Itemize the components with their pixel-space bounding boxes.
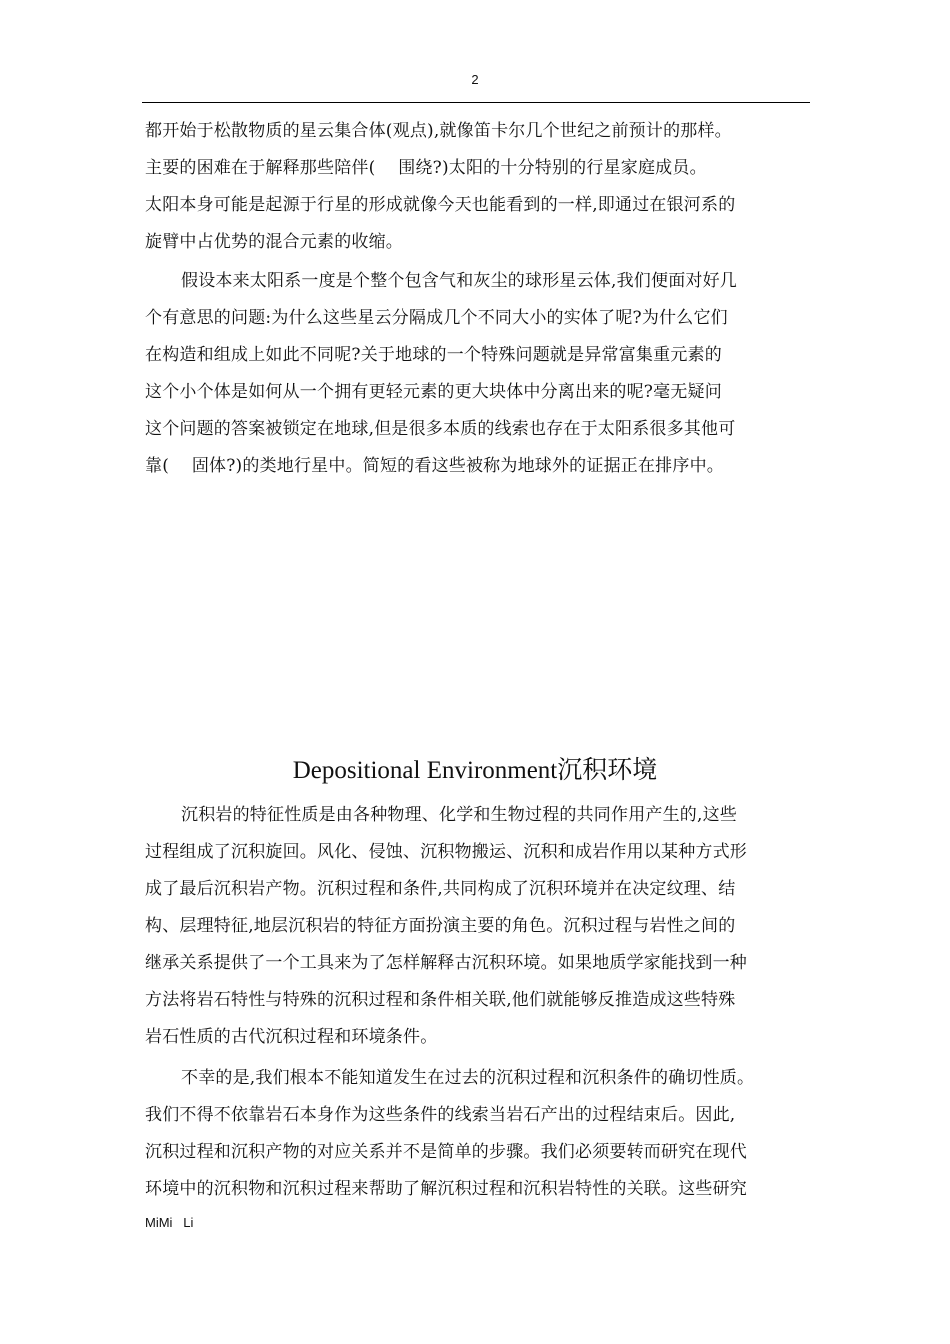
text-line: 不幸的是,我们根本不能知道发生在过去的沉积过程和沉积条件的确切性质。 — [181, 1068, 755, 1088]
paragraph-1 — [145, 113, 835, 261]
text-line: 太阳本身可能是起源于行星的形成就像今天也能看到的一样,即通过在银河系的 — [145, 195, 736, 215]
text-line: 都开始于松散物质的星云集合体(观点),就像笛卡尔几个世纪之前预计的那样。 — [145, 121, 732, 141]
text-line: 岩石性质的古代沉积过程和环境条件。 — [145, 1027, 438, 1047]
text-line: 成了最后沉积岩产物。沉积过程和条件,共同构成了沉积环境并在决定纹理、结 — [145, 879, 736, 899]
text-line: 构、层理特征,地层沉积岩的特征方面扮演主要的角色。沉积过程与岩性之间的 — [145, 916, 736, 936]
text-line: 在构造和组成上如此不同呢?关于地球的一个特殊问题就是异常富集重元素的 — [145, 345, 722, 365]
text-line: 主要的困难在于解释那些陪伴( 围绕?)太阳的十分特别的行星家庭成员。 — [145, 158, 707, 178]
text-line: 假设本来太阳系一度是个整个包含气和灰尘的球形星云体,我们便面对好几 — [181, 271, 738, 291]
text-line: 沉积岩的特征性质是由各种物理、化学和生物过程的共同作用产生的,这些 — [181, 805, 738, 825]
text-line: 过程组成了沉积旋回。风化、侵蚀、沉积物搬运、沉积和成岩作用以某种方式形 — [145, 842, 747, 862]
footer-author: MiMi Li — [145, 1215, 194, 1230]
paragraph-3 — [145, 797, 835, 1056]
text-line: 环境中的沉积物和沉积过程来帮助了解沉积过程和沉积岩特性的关联。这些研究 — [145, 1179, 747, 1199]
text-line: 我们不得不依靠岩石本身作为这些条件的线索当岩石产出的过程结束后。因此, — [145, 1105, 736, 1125]
paragraph-4 — [145, 1060, 835, 1208]
text-line: 旋臂中占优势的混合元素的收缩。 — [145, 232, 403, 252]
text-line: 沉积过程和沉积产物的对应关系并不是简单的步骤。我们必须要转而研究在现代 — [145, 1142, 747, 1162]
text-line: 继承关系提供了一个工具来为了怎样解释古沉积环境。如果地质学家能找到一种 — [145, 953, 747, 973]
text-line: 这个问题的答案被锁定在地球,但是很多本质的线索也存在于太阳系很多其他可 — [145, 419, 736, 439]
section-title: Depositional Environment沉积环境 — [292, 757, 658, 784]
page-number: 2 — [471, 72, 479, 87]
text-line: 靠( 固体?)的类地行星中。简短的看这些被称为地球外的证据正在排序中。 — [145, 456, 724, 476]
text-line: 个有意思的问题:为什么这些星云分隔成几个不同大小的实体了呢?为什么它们 — [145, 308, 728, 328]
text-line: 方法将岩石特性与特殊的沉积过程和条件相关联,他们就能够反推造成这些特殊 — [145, 990, 736, 1010]
paragraph-2 — [145, 263, 835, 485]
text-line: 这个小个体是如何从一个拥有更轻元素的更大块体中分离出来的呢?毫无疑问 — [145, 382, 722, 402]
header-divider — [142, 102, 810, 103]
